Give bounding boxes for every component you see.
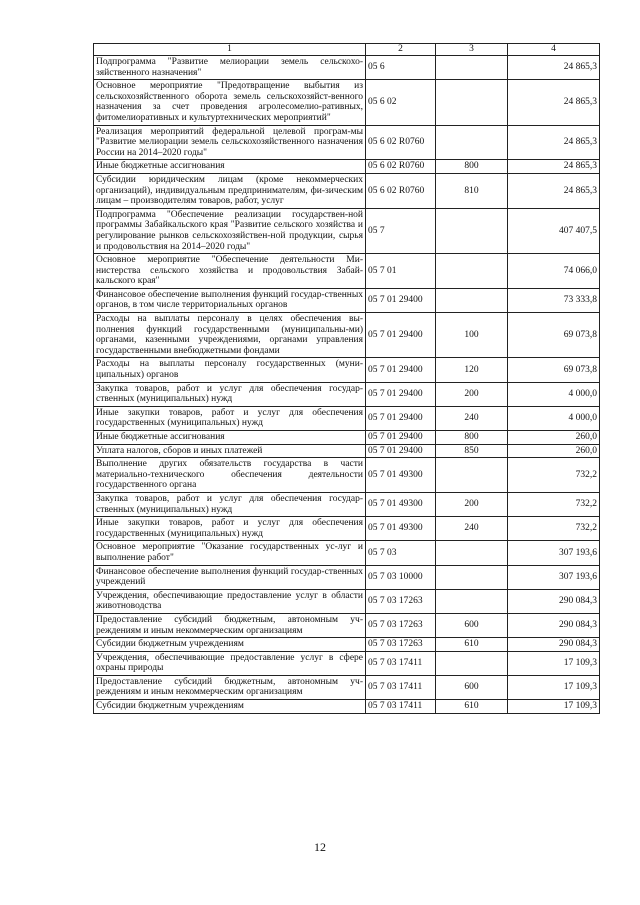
cell-vr xyxy=(436,589,508,613)
table-row xyxy=(94,541,600,565)
cell-name: Субсидии юридическим лицам (кроме некоммерческих организаций), индивидуальным предпринимателям, фи-зическим лицам – производителям товаров, работ, услуг xyxy=(94,173,366,208)
cell-sum: 69 073,8 xyxy=(508,358,600,382)
cell-code: 05 7 03 xyxy=(366,541,436,565)
cell-code: 05 7 01 29400 xyxy=(366,406,436,430)
table-row xyxy=(94,613,600,637)
cell-code: 05 7 01 49300 xyxy=(366,517,436,541)
cell-vr: 810 xyxy=(436,173,508,208)
cell-vr: 200 xyxy=(436,382,508,406)
cell-sum: 732,2 xyxy=(508,492,600,516)
cell-name: Закупка товаров, работ и услуг для обеспечения государ-ственных (муниципальных) нужд xyxy=(94,492,366,516)
cell-sum: 74 066,0 xyxy=(508,254,600,289)
budget-table xyxy=(93,43,600,714)
cell-vr xyxy=(436,651,508,675)
cell-sum: 732,2 xyxy=(508,458,600,493)
cell-code: 05 7 01 29400 xyxy=(366,313,436,358)
header-col-3: 3 xyxy=(436,44,508,56)
table-header xyxy=(94,44,600,56)
cell-code: 05 6 02 R0760 xyxy=(366,173,436,208)
cell-sum: 17 109,3 xyxy=(508,700,600,714)
cell-name: Уплата налогов, сборов и иных платежей xyxy=(94,444,366,458)
cell-sum: 407 407,5 xyxy=(508,208,600,253)
cell-vr: 800 xyxy=(436,431,508,445)
cell-sum: 307 193,6 xyxy=(508,565,600,589)
cell-code: 05 7 03 17263 xyxy=(366,638,436,652)
cell-name: Выполнение других обязательств государства в части материально-технического обеспечения деятельности государственного органа xyxy=(94,458,366,493)
cell-sum: 290 084,3 xyxy=(508,613,600,637)
cell-name: Предоставление субсидий бюджетным, автономным уч-реждениям и иным некоммерческим организациям xyxy=(94,675,366,699)
table-row xyxy=(94,173,600,208)
cell-sum: 24 865,3 xyxy=(508,160,600,174)
cell-code: 05 6 02 R0760 xyxy=(366,125,436,160)
header-col-2: 2 xyxy=(366,44,436,56)
cell-code: 05 7 03 17263 xyxy=(366,613,436,637)
cell-name: Подпрограмма "Обеспечение реализации государствен-ной программы Забайкальского края "Развитие сельского хозяйства и регулирование рынков сельскохозяйствен-ной продукции, сырья и продовольствия на 2014–2020 годы" xyxy=(94,208,366,253)
table-row xyxy=(94,406,600,430)
table-row xyxy=(94,254,600,289)
cell-sum: 260,0 xyxy=(508,431,600,445)
table-row xyxy=(94,458,600,493)
cell-name: Основное мероприятие "Оказание государственных ус-луг и выполнение работ" xyxy=(94,541,366,565)
cell-sum: 24 865,3 xyxy=(508,56,600,80)
cell-name: Учреждения, обеспечивающие предоставление услуг в области животноводства xyxy=(94,589,366,613)
table-row xyxy=(94,313,600,358)
cell-vr xyxy=(436,56,508,80)
cell-code: 05 7 03 17263 xyxy=(366,589,436,613)
cell-sum: 290 084,3 xyxy=(508,638,600,652)
cell-sum: 17 109,3 xyxy=(508,675,600,699)
cell-sum: 260,0 xyxy=(508,444,600,458)
cell-name: Иные бюджетные ассигнования xyxy=(94,431,366,445)
cell-sum: 24 865,3 xyxy=(508,173,600,208)
cell-name: Подпрограмма "Развитие мелиорации земель сельскохо-зяйственного назначения" xyxy=(94,56,366,80)
cell-sum: 290 084,3 xyxy=(508,589,600,613)
table-row xyxy=(94,358,600,382)
cell-vr xyxy=(436,208,508,253)
table-row xyxy=(94,160,600,174)
cell-vr xyxy=(436,565,508,589)
cell-name: Субсидии бюджетным учреждениям xyxy=(94,700,366,714)
cell-sum: 73 333,8 xyxy=(508,288,600,312)
cell-code: 05 7 01 49300 xyxy=(366,458,436,493)
cell-vr: 600 xyxy=(436,675,508,699)
cell-name: Финансовое обеспечение выполнения функций государ-ственных органов, в том числе территориальных органов xyxy=(94,288,366,312)
cell-vr xyxy=(436,125,508,160)
table-row xyxy=(94,208,600,253)
cell-code: 05 7 03 17411 xyxy=(366,700,436,714)
cell-code: 05 7 03 17411 xyxy=(366,675,436,699)
cell-code: 05 7 01 29400 xyxy=(366,288,436,312)
cell-vr: 610 xyxy=(436,700,508,714)
cell-sum: 307 193,6 xyxy=(508,541,600,565)
cell-name: Учреждения, обеспечивающие предоставление услуг в сфере охраны природы xyxy=(94,651,366,675)
cell-vr xyxy=(436,80,508,125)
cell-code: 05 6 02 R0760 xyxy=(366,160,436,174)
cell-vr: 800 xyxy=(436,160,508,174)
cell-name: Иные бюджетные ассигнования xyxy=(94,160,366,174)
cell-name: Основное мероприятие "Предотвращение выбытия из сельскохозяйственного оборота земель сельскохозяйст-венного назначения за счет проведения агролесомелио-ративных, фитомелиоративных и культуртехнических мероприятий" xyxy=(94,80,366,125)
table-row xyxy=(94,700,600,714)
table-row xyxy=(94,675,600,699)
cell-code: 05 7 01 49300 xyxy=(366,492,436,516)
cell-vr xyxy=(436,254,508,289)
cell-code: 05 7 01 29400 xyxy=(366,358,436,382)
cell-vr xyxy=(436,541,508,565)
table-row xyxy=(94,589,600,613)
cell-name: Иные закупки товаров, работ и услуг для обеспечения государственных (муниципальных) нужд xyxy=(94,406,366,430)
table-row xyxy=(94,56,600,80)
table-row xyxy=(94,288,600,312)
header-row xyxy=(94,44,600,56)
cell-name: Расходы на выплаты персоналу государственных (муни-ципальных) органов xyxy=(94,358,366,382)
table-row xyxy=(94,638,600,652)
cell-vr: 610 xyxy=(436,638,508,652)
table-row xyxy=(94,517,600,541)
table-row xyxy=(94,431,600,445)
cell-sum: 24 865,3 xyxy=(508,125,600,160)
cell-name: Расходы на выплаты персоналу в целях обеспечения вы-полнения функций государственными (муниципальны-ми) органами, казенными учреждениями, органами управления государственными внебюджетными фондами xyxy=(94,313,366,358)
cell-vr: 200 xyxy=(436,492,508,516)
table-row xyxy=(94,125,600,160)
cell-code: 05 7 01 29400 xyxy=(366,444,436,458)
cell-name: Реализация мероприятий федеральной целевой програм-мы "Развитие мелиорации земель сельскохозяйственного назначения России на 2014–2020 годы" xyxy=(94,125,366,160)
cell-code: 05 6 xyxy=(366,56,436,80)
cell-name: Предоставление субсидий бюджетным, автономным уч-реждениям и иным некоммерческим организациям xyxy=(94,613,366,637)
cell-code: 05 6 02 xyxy=(366,80,436,125)
cell-vr xyxy=(436,288,508,312)
cell-name: Закупка товаров, работ и услуг для обеспечения государ-ственных (муниципальных) нужд xyxy=(94,382,366,406)
cell-name: Иные закупки товаров, работ и услуг для обеспечения государственных (муниципальных) нужд xyxy=(94,517,366,541)
table-row xyxy=(94,565,600,589)
table-row xyxy=(94,444,600,458)
cell-code: 05 7 03 10000 xyxy=(366,565,436,589)
table-row xyxy=(94,80,600,125)
cell-vr: 240 xyxy=(436,517,508,541)
cell-sum: 17 109,3 xyxy=(508,651,600,675)
cell-sum: 69 073,8 xyxy=(508,313,600,358)
cell-sum: 24 865,3 xyxy=(508,80,600,125)
cell-vr xyxy=(436,458,508,493)
cell-code: 05 7 03 17411 xyxy=(366,651,436,675)
table-row xyxy=(94,382,600,406)
cell-sum: 4 000,0 xyxy=(508,382,600,406)
cell-vr: 850 xyxy=(436,444,508,458)
page-number: 12 xyxy=(314,840,326,854)
cell-sum: 732,2 xyxy=(508,517,600,541)
cell-name: Основное мероприятие "Обеспечение деятельности Ми-нистерства сельского хозяйства и продовольствия Забай-кальского края" xyxy=(94,254,366,289)
header-col-4: 4 xyxy=(508,44,600,56)
cell-sum: 4 000,0 xyxy=(508,406,600,430)
table-body xyxy=(94,56,600,714)
cell-code: 05 7 01 29400 xyxy=(366,431,436,445)
cell-name: Финансовое обеспечение выполнения функций государ-ственных учреждений xyxy=(94,565,366,589)
cell-code: 05 7 xyxy=(366,208,436,253)
cell-vr: 240 xyxy=(436,406,508,430)
table-row xyxy=(94,492,600,516)
cell-code: 05 7 01 29400 xyxy=(366,382,436,406)
cell-code: 05 7 01 xyxy=(366,254,436,289)
cell-vr: 120 xyxy=(436,358,508,382)
cell-name: Субсидии бюджетным учреждениям xyxy=(94,638,366,652)
cell-vr: 100 xyxy=(436,313,508,358)
table-row xyxy=(94,651,600,675)
header-col-1: 1 xyxy=(94,44,366,56)
cell-vr: 600 xyxy=(436,613,508,637)
